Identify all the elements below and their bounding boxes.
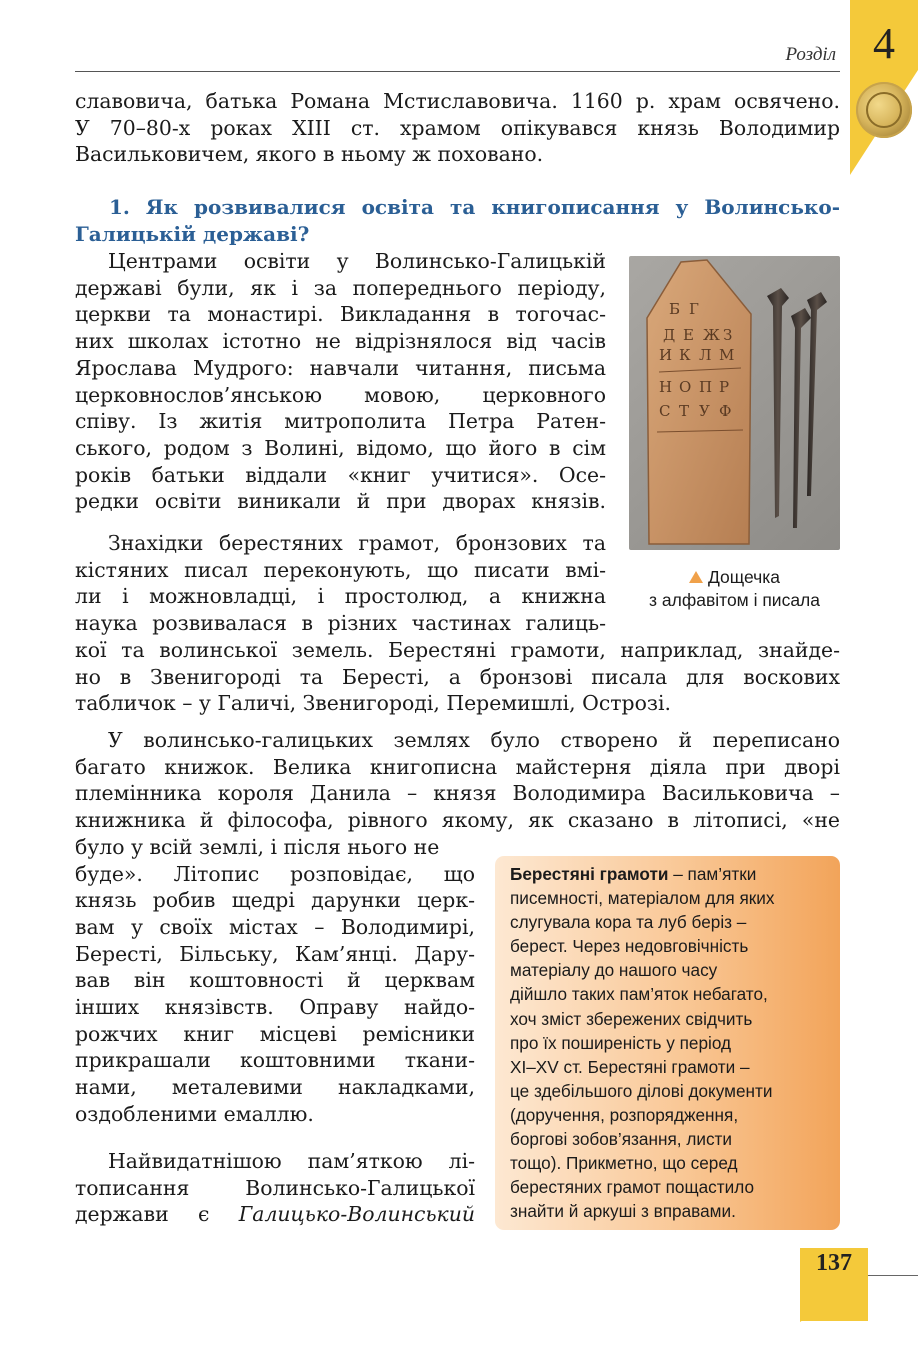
text-line xyxy=(75,1201,475,1228)
stylus-icon xyxy=(807,292,827,496)
chronicle-title: Галицько-Волинський xyxy=(238,1202,475,1227)
tablet-letter: Ж xyxy=(703,326,720,344)
text-line: рожчих книг місцеві ремісники xyxy=(75,1021,475,1046)
definition-line: це здебільшого ділові документи xyxy=(510,1080,773,1101)
definition-line: дійшло таких пам’яток небагато, xyxy=(510,984,768,1005)
definition-line: хоч зміст збережених свідчить xyxy=(510,1008,753,1029)
text-line: них школах істотно не відрізнялося від часів xyxy=(75,329,606,354)
text-line: Центрами освіти у Волинсько-Галицькій xyxy=(108,249,606,273)
text-line: багато книжок. Велика книгописна майстерня діяла при дворі xyxy=(75,754,840,779)
text-line: вав він коштовності й церквам xyxy=(75,968,475,993)
page-number: 137 xyxy=(816,1250,852,1276)
tablet-letter: П xyxy=(699,378,713,396)
tablet-letter: Н xyxy=(659,378,673,396)
text-line: У 70–80-х роках XIII ст. храмом опікувався князь Володимир xyxy=(75,115,840,140)
text-line: наука розвивалася в різних частинах галиць- xyxy=(75,611,606,636)
tablet-letter: З xyxy=(723,326,733,344)
definition-line: знайти й аркуші з вправами. xyxy=(510,1201,736,1222)
tablet-letter: Е xyxy=(683,326,694,344)
section-question-heading xyxy=(75,194,840,248)
paragraph-education xyxy=(75,248,606,515)
section-label: Розділ xyxy=(785,44,836,65)
triangle-icon xyxy=(689,571,703,583)
heading-line: 1. Як розвивалися освіта та книгописання у Волинсько- xyxy=(109,195,840,219)
caption-line: з алфавітом і писала xyxy=(648,590,821,610)
text-line: кої та волинської земель. Берестяні грамоти, наприклад, знайде- xyxy=(75,637,840,662)
tablet-letter: К xyxy=(679,346,691,364)
text-line: буде». Літопис розповідає, що xyxy=(75,861,475,886)
paragraph-findings xyxy=(75,530,840,717)
text-line: редки освіти виникали й при дворах князів. xyxy=(75,489,606,514)
text-line: ського, родом з Волині, відомо, що його в сім xyxy=(75,435,606,460)
text-line: було у всій землі, і після нього не xyxy=(75,834,440,859)
text-line: співу. Із житія митрополита Петра Ратен- xyxy=(75,409,606,434)
text-line: кістяних писал переконують, що писати вмі- xyxy=(75,557,606,582)
text-line: інших князівств. Оправу найдо- xyxy=(75,995,475,1020)
header-rule xyxy=(75,71,840,72)
text-line: державі були, як і за попереднього періоду, xyxy=(75,275,606,300)
text-line: ли і можновладці, і простолюд, а книжна xyxy=(75,584,606,609)
definition-line: берест. Через недовговічність xyxy=(510,936,749,957)
tablet-letter: Л xyxy=(699,346,712,364)
definition-line: писемності, матеріалом для яких xyxy=(510,888,775,909)
text-line: книжника й філософа, рівного якому, як сказано в літописі, «не xyxy=(75,808,840,833)
text-line: нами, металевими накладками, xyxy=(75,1075,475,1100)
text-line: князь робив щедрі дарунки церк- xyxy=(75,888,475,913)
chapter-number: 4 xyxy=(873,19,895,68)
tablet-letter: Г xyxy=(689,300,699,318)
text-line: Ярослава Мудрого: навчали читання, письма xyxy=(75,355,606,380)
text-line: славовича, батька Романа Мстиславовича. 1160 р. храм освячено. xyxy=(75,89,840,113)
tablet-letter: Т xyxy=(679,402,690,420)
text-line: Знахідки берестяних грамот, бронзових та xyxy=(108,531,606,555)
definition-line: слугувала кора та луб беріз – xyxy=(510,912,747,933)
tablet-letter: И xyxy=(659,346,673,364)
text-line: У волинсько-галицьких землях було створено й переписано xyxy=(108,728,840,752)
definition-line: XI–XV ст. Берестяні грамоти – xyxy=(510,1056,750,1077)
text-line: но в Звенигороді та Бересті, а бронзові писала для воскових xyxy=(75,664,840,689)
page-tab-corner xyxy=(800,1278,868,1322)
tablet-letter: Д xyxy=(663,326,676,344)
text-line: церковнослов’янською мовою, церковного xyxy=(75,382,606,407)
definition-text xyxy=(510,862,832,1223)
figure-caption xyxy=(629,566,840,612)
tablet-illustration xyxy=(629,256,840,550)
definition-line: матеріалу до нашого часу xyxy=(510,960,718,981)
paragraph-chronicle xyxy=(75,1148,475,1228)
text-line: тописання Волинсько-Галицької xyxy=(75,1175,475,1200)
text-line: років батьки віддали «книг учитися». Осе- xyxy=(75,462,606,487)
definition-line: – пам’ятки xyxy=(668,864,757,884)
text-line: табличок – у Галичі, Звенигороді, Перемишлі, Острозі. xyxy=(75,691,672,716)
definition-line: тощо). Прикметно, що серед xyxy=(510,1153,738,1174)
text-line: Бересті, Більську, Кам’янці. Дару- xyxy=(75,941,475,966)
heading-line: Галицькій державі? xyxy=(75,222,310,246)
intro-paragraph xyxy=(75,88,840,168)
tablet-letter: Р xyxy=(719,378,730,396)
text-line: оздобленими емаллю. xyxy=(75,1101,314,1126)
definition-line: про їх поширеність у період xyxy=(510,1032,732,1053)
tablet-letter: Ф xyxy=(719,402,732,420)
seal-icon xyxy=(856,82,912,138)
text-line: племінника короля Данила – князя Володимира Васильковича – xyxy=(75,781,840,806)
tablet-letter: С xyxy=(659,402,671,420)
caption-line: Дощечка xyxy=(707,567,781,587)
tablet-letter: Б xyxy=(669,300,681,318)
footer-rule xyxy=(868,1275,918,1276)
tablet-letter: М xyxy=(719,346,735,364)
tablet-letter: У xyxy=(699,402,710,420)
stylus-icon xyxy=(767,288,789,518)
text-line: прикрашали коштовними ткани- xyxy=(75,1048,475,1073)
text-line: Васильковичем, якого в ньому ж поховано. xyxy=(75,142,544,167)
text-run: держави є xyxy=(75,1202,239,1227)
definition-line: (доручення, розпорядження, xyxy=(510,1104,739,1125)
tablet-and-styluses-photo xyxy=(629,256,840,550)
definition-line: боргові зобов’язання, листи xyxy=(510,1129,733,1150)
definition-line: берестяних грамот пощастило xyxy=(510,1177,755,1198)
definition-term: Берестяні грамоти xyxy=(510,864,669,884)
text-line: вам у своїх містах – Володимирі, xyxy=(75,914,475,939)
tablet-letter: О xyxy=(679,378,692,396)
text-line: Найвидатнішою пам’яткою лі- xyxy=(108,1149,475,1173)
text-line: церкви та монастирі. Викладання в тогочас- xyxy=(75,302,606,327)
